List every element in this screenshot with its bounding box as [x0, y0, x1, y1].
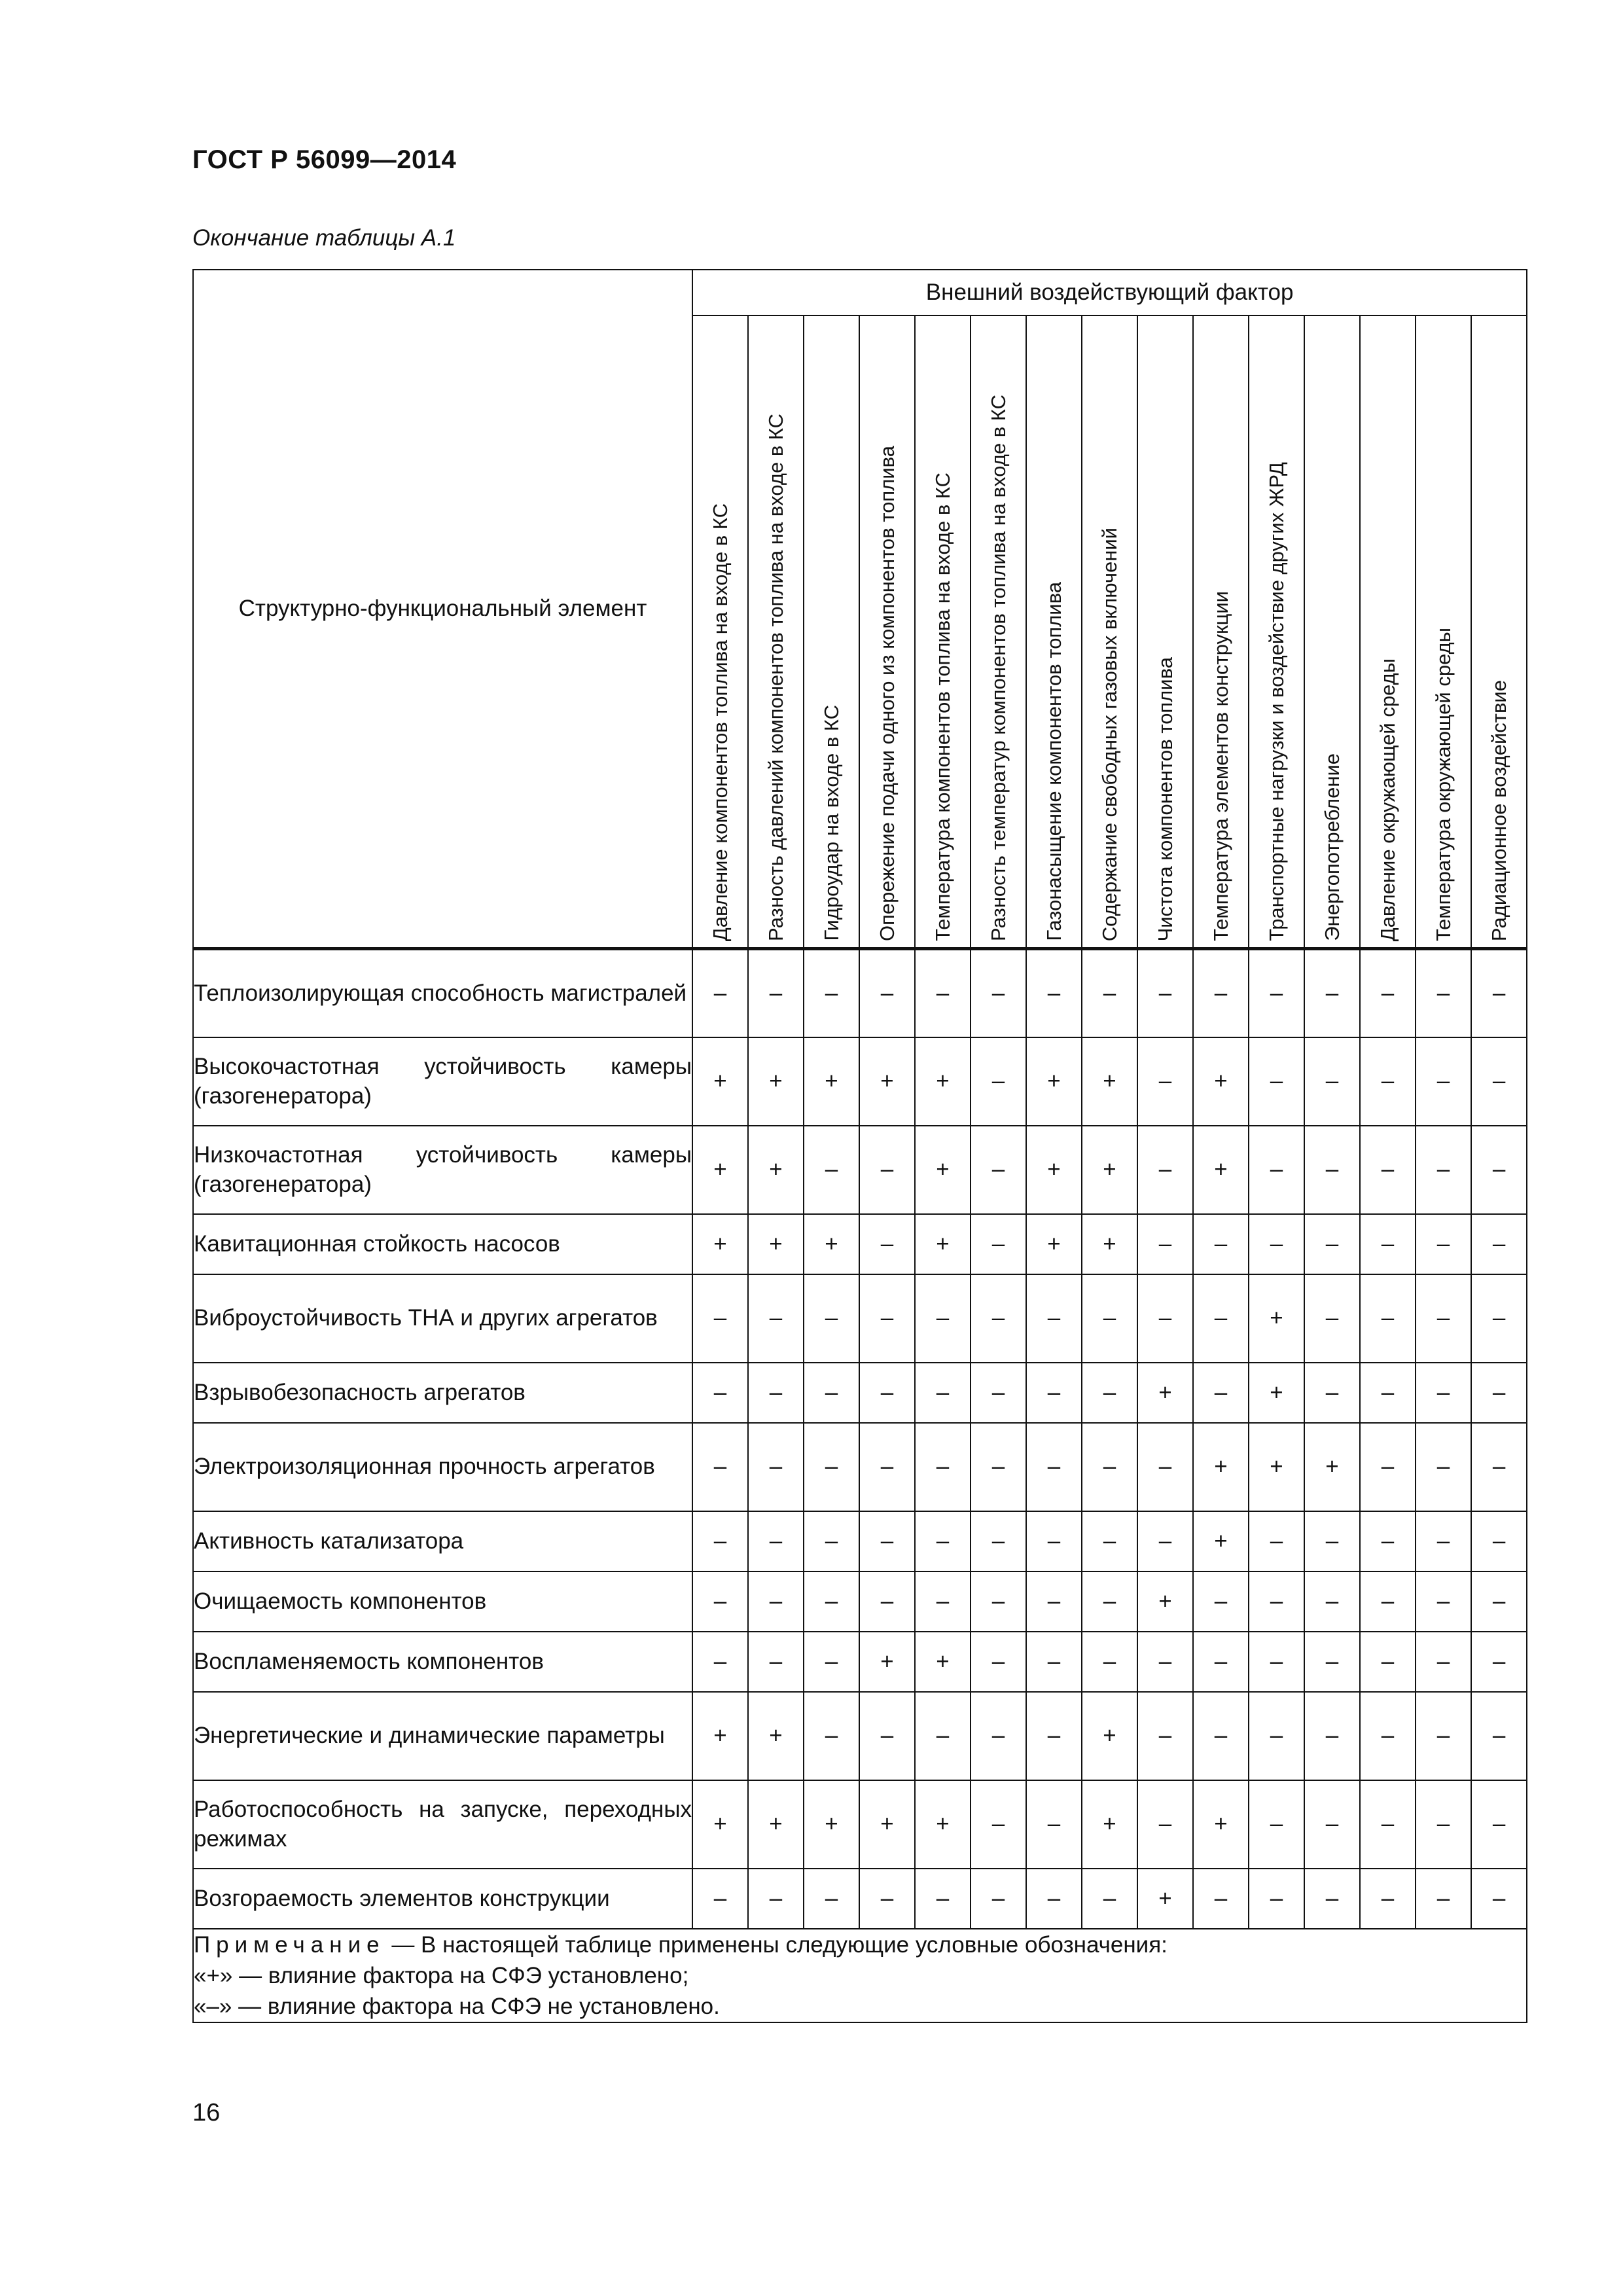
factor-label: Радиационное воздействие — [1487, 679, 1510, 941]
factor-cell: – — [1360, 1632, 1416, 1692]
factor-cell: – — [1471, 1571, 1527, 1632]
factor-cell: – — [859, 1869, 915, 1929]
factor-cell: – — [1471, 1274, 1527, 1363]
factor-header-13 — [1360, 315, 1416, 949]
factor-cell: – — [859, 1423, 915, 1511]
factor-cell: – — [1082, 1571, 1137, 1632]
factor-cell: + — [748, 1692, 804, 1780]
factor-cell: – — [1304, 1037, 1360, 1126]
factor-cell: – — [1304, 1869, 1360, 1929]
factor-cell: – — [1249, 1126, 1304, 1214]
row-label: Электроизоляционная прочность агрегатов — [193, 1423, 692, 1511]
factor-cell: – — [804, 1274, 859, 1363]
factor-cell: – — [1082, 1869, 1137, 1929]
factor-cell: – — [1026, 1511, 1082, 1571]
row-label: Воспламеняемость компонентов — [193, 1632, 692, 1692]
factor-label: Гидроудар на входе в КС — [819, 705, 843, 941]
factor-cell: – — [1416, 1511, 1471, 1571]
factor-cell: – — [1249, 949, 1304, 1037]
factor-cell: – — [1249, 1571, 1304, 1632]
factor-cell: – — [1416, 1214, 1471, 1274]
table-row — [193, 1511, 1527, 1571]
factor-cell: – — [859, 1692, 915, 1780]
factor-cell: + — [859, 1037, 915, 1126]
factor-cell: + — [1082, 1692, 1137, 1780]
factor-cell: – — [1137, 1632, 1193, 1692]
table-row — [193, 1780, 1527, 1869]
factor-header-3 — [804, 315, 859, 949]
factor-cell: – — [1249, 1511, 1304, 1571]
factor-header-9 — [1137, 315, 1193, 949]
factor-cell: + — [1193, 1423, 1249, 1511]
factor-cell: – — [1193, 1214, 1249, 1274]
factor-cell: – — [1026, 1869, 1082, 1929]
table-row — [193, 1363, 1527, 1423]
factor-header-5 — [915, 315, 971, 949]
factor-cell: – — [804, 1423, 859, 1511]
factor-cell: – — [971, 1632, 1026, 1692]
factor-cell: – — [971, 1274, 1026, 1363]
note-line: «–» — влияние фактора на СФЭ не установлено. — [194, 1994, 720, 2019]
factor-cell: – — [1082, 1511, 1137, 1571]
factor-cell: – — [1193, 1274, 1249, 1363]
factor-cell: – — [1471, 1423, 1527, 1511]
factor-cell: + — [692, 1037, 748, 1126]
factor-cell: – — [804, 1126, 859, 1214]
factor-cell: – — [1026, 1692, 1082, 1780]
factor-cell: + — [915, 1037, 971, 1126]
page-number: 16 — [192, 2099, 221, 2126]
factor-cell: – — [915, 949, 971, 1037]
factor-cell: + — [804, 1037, 859, 1126]
factor-cell: – — [1304, 1363, 1360, 1423]
factor-cell: – — [971, 949, 1026, 1037]
factor-cell: – — [1304, 949, 1360, 1037]
factor-cell: – — [1471, 1037, 1527, 1126]
factor-header-14 — [1416, 315, 1471, 949]
row-label: Теплоизолирующая способность магистралей — [193, 949, 692, 1037]
row-label: Работоспособность на запуске, переходных режимах — [193, 1780, 692, 1869]
table-body — [193, 949, 1527, 2023]
factor-cell: – — [1026, 1423, 1082, 1511]
note-text: — В настоящей таблице применены следующие условные обозначения: — [385, 1931, 1168, 1958]
factor-cell: + — [1137, 1363, 1193, 1423]
factor-cell: + — [1137, 1571, 1193, 1632]
factor-cell: + — [804, 1214, 859, 1274]
factor-header-15 — [1471, 315, 1527, 949]
factor-cell: – — [804, 949, 859, 1037]
table-row — [193, 949, 1527, 1037]
factor-cell: – — [1360, 1571, 1416, 1632]
factor-cell: – — [915, 1363, 971, 1423]
factor-cell: – — [692, 1571, 748, 1632]
factor-cell: – — [915, 1571, 971, 1632]
factor-cell: – — [971, 1126, 1026, 1214]
table-row — [193, 1869, 1527, 1929]
factor-cell: – — [971, 1037, 1026, 1126]
factor-header-11 — [1249, 315, 1304, 949]
factor-cell: + — [748, 1214, 804, 1274]
factor-cell: – — [748, 1274, 804, 1363]
factor-cell: – — [971, 1214, 1026, 1274]
note-row — [193, 1929, 1527, 2023]
factor-cell: – — [1137, 1214, 1193, 1274]
factor-cell: + — [859, 1780, 915, 1869]
factor-cell: – — [915, 1511, 971, 1571]
factor-cell: + — [692, 1692, 748, 1780]
factor-cell: – — [1137, 1780, 1193, 1869]
table-caption: Окончание таблицы А.1 — [192, 225, 456, 251]
factor-cell: – — [1360, 949, 1416, 1037]
factor-cell: – — [692, 949, 748, 1037]
factor-cell: – — [1360, 1037, 1416, 1126]
factor-cell: + — [1304, 1423, 1360, 1511]
factor-cell: + — [692, 1214, 748, 1274]
factor-cell: – — [1193, 1869, 1249, 1929]
factor-cell: – — [748, 1511, 804, 1571]
factor-cell: – — [692, 1511, 748, 1571]
table-note — [193, 1929, 1527, 2023]
factor-cell: + — [915, 1126, 971, 1214]
note-label: Примечание — [194, 1931, 385, 1958]
factor-cell: – — [1304, 1214, 1360, 1274]
row-label: Взрывобезопасность агрегатов — [193, 1363, 692, 1423]
factor-cell: – — [1026, 1274, 1082, 1363]
factor-label: Температура компонентов топлива на входе в КС — [931, 472, 954, 941]
factor-cell: – — [1193, 949, 1249, 1037]
factor-cell: – — [804, 1869, 859, 1929]
row-label: Энергетические и динамические параметры — [193, 1692, 692, 1780]
factor-cell: – — [1026, 1363, 1082, 1423]
factor-cell: + — [1193, 1037, 1249, 1126]
factor-cell: – — [1137, 1423, 1193, 1511]
factor-cell: – — [1471, 1363, 1527, 1423]
factor-cell: + — [1082, 1037, 1137, 1126]
factor-cell: – — [1416, 1780, 1471, 1869]
factor-cell: – — [1471, 1632, 1527, 1692]
factor-cell: + — [748, 1037, 804, 1126]
factor-cell: – — [1416, 1037, 1471, 1126]
factor-cell: – — [1026, 1571, 1082, 1632]
factor-cell: – — [1471, 1511, 1527, 1571]
factor-cell: – — [1304, 1780, 1360, 1869]
factor-cell: – — [971, 1423, 1026, 1511]
factor-cell: – — [1471, 1780, 1527, 1869]
factor-label: Энергопотребление — [1320, 753, 1344, 941]
row-label: Активность катализатора — [193, 1511, 692, 1571]
factor-cell: – — [971, 1780, 1026, 1869]
factor-cell: + — [1082, 1126, 1137, 1214]
factor-cell: – — [1082, 1363, 1137, 1423]
factor-cell: – — [1137, 1126, 1193, 1214]
factor-cell: – — [1082, 949, 1137, 1037]
note-first-line — [194, 1929, 1526, 1960]
factor-cell: – — [1304, 1511, 1360, 1571]
factor-cell: – — [1471, 1869, 1527, 1929]
factor-cell: + — [1249, 1274, 1304, 1363]
factor-cell: – — [748, 1869, 804, 1929]
row-label: Виброустойчивость ТНА и других агрегатов — [193, 1274, 692, 1363]
factor-cell: – — [1249, 1037, 1304, 1126]
factor-cell: + — [1249, 1363, 1304, 1423]
factor-cell: – — [1249, 1692, 1304, 1780]
factor-cell: – — [1193, 1363, 1249, 1423]
factor-label: Опережение подачи одного из компонентов топлива — [875, 445, 899, 941]
factor-cell: – — [915, 1274, 971, 1363]
factor-cell: – — [1360, 1126, 1416, 1214]
table-row — [193, 1037, 1527, 1126]
factor-cell: + — [692, 1780, 748, 1869]
factor-label: Газонасыщение компонентов топлива — [1042, 582, 1065, 941]
factor-cell: + — [804, 1780, 859, 1869]
factor-header-2 — [748, 315, 804, 949]
factor-cell: – — [1304, 1571, 1360, 1632]
factor-cell: – — [1360, 1274, 1416, 1363]
factor-cell: – — [748, 1363, 804, 1423]
factor-cell: – — [1304, 1274, 1360, 1363]
factor-cell: – — [1026, 1632, 1082, 1692]
factor-cell: – — [1082, 1423, 1137, 1511]
factor-header-8 — [1082, 315, 1137, 949]
factor-cell: – — [1137, 949, 1193, 1037]
factor-cell: + — [915, 1632, 971, 1692]
row-label: Возгораемость элементов конструкции — [193, 1869, 692, 1929]
factor-cell: – — [971, 1692, 1026, 1780]
factor-cell: + — [1137, 1869, 1193, 1929]
table-row — [193, 1692, 1527, 1780]
factor-cell: + — [748, 1126, 804, 1214]
factor-cell: – — [804, 1571, 859, 1632]
factor-cell: – — [1082, 1274, 1137, 1363]
factor-cell: – — [1416, 1423, 1471, 1511]
factor-cell: – — [1249, 1632, 1304, 1692]
table-row — [193, 1274, 1527, 1363]
factor-cell: – — [1304, 1632, 1360, 1692]
factor-label: Разность температур компонентов топлива на входе в КС — [986, 394, 1010, 941]
factor-cell: + — [915, 1780, 971, 1869]
factor-cell: – — [748, 1571, 804, 1632]
factor-header-10 — [1193, 315, 1249, 949]
group-header: Внешний воздействующий фактор — [692, 270, 1527, 315]
factor-cell: + — [1249, 1423, 1304, 1511]
factor-cell: – — [1360, 1423, 1416, 1511]
factor-label: Разность давлений компонентов топлива на входе в КС — [764, 413, 787, 941]
factor-label: Чистота компонентов топлива — [1153, 656, 1177, 941]
factor-cell: + — [1193, 1780, 1249, 1869]
header-row-group — [193, 270, 1527, 315]
factor-cell: + — [915, 1214, 971, 1274]
factor-cell: – — [1416, 1274, 1471, 1363]
factor-cell: + — [1082, 1214, 1137, 1274]
factor-cell: – — [1360, 1869, 1416, 1929]
row-label: Кавитационная стойкость насосов — [193, 1214, 692, 1274]
table-row — [193, 1126, 1527, 1214]
factor-cell: – — [748, 1632, 804, 1692]
factor-cell: + — [692, 1126, 748, 1214]
factor-cell: – — [915, 1423, 971, 1511]
factor-cell: – — [971, 1363, 1026, 1423]
factor-cell: – — [804, 1692, 859, 1780]
factor-cell: – — [1249, 1869, 1304, 1929]
row-label: Высокочастотная устойчивость камеры (газогенератора) — [193, 1037, 692, 1126]
factor-cell: – — [692, 1869, 748, 1929]
factor-label: Давление окружающей среды — [1376, 658, 1399, 941]
factor-cell: – — [1416, 1363, 1471, 1423]
factor-label: Температура окружающей среды — [1431, 627, 1455, 941]
table-row — [193, 1632, 1527, 1692]
factor-cell: – — [1137, 1037, 1193, 1126]
factor-label: Давление компонентов топлива на входе в КС — [708, 503, 732, 941]
factor-header-4 — [859, 315, 915, 949]
factor-cell: – — [804, 1511, 859, 1571]
factor-cell: – — [748, 949, 804, 1037]
factor-cell: + — [748, 1780, 804, 1869]
factor-cell: – — [1471, 1126, 1527, 1214]
factor-cell: + — [859, 1632, 915, 1692]
factor-cell: – — [859, 1571, 915, 1632]
factor-cell: – — [1026, 1780, 1082, 1869]
factor-label: Содержание свободных газовых включений — [1097, 527, 1121, 941]
table-row — [193, 1571, 1527, 1632]
table-row — [193, 1214, 1527, 1274]
factor-cell: – — [1360, 1692, 1416, 1780]
factor-cell: – — [692, 1363, 748, 1423]
factor-cell: – — [1471, 1214, 1527, 1274]
factor-cell: – — [971, 1869, 1026, 1929]
factor-cell: – — [1360, 1363, 1416, 1423]
factor-cell: – — [1416, 1869, 1471, 1929]
factor-cell: – — [1471, 1692, 1527, 1780]
factor-cell: – — [1416, 1692, 1471, 1780]
factor-cell: – — [971, 1511, 1026, 1571]
factor-label: Температура элементов конструкции — [1209, 591, 1232, 941]
note-line: «+» — влияние фактора на СФЭ установлено; — [194, 1962, 689, 1988]
factor-cell: – — [748, 1423, 804, 1511]
factor-cell: – — [692, 1423, 748, 1511]
factor-cell: – — [915, 1869, 971, 1929]
row-header: Структурно-функциональный элемент — [193, 270, 692, 949]
factor-cell: – — [1416, 1571, 1471, 1632]
row-label: Очищаемость компонентов — [193, 1571, 692, 1632]
factor-cell: – — [1193, 1692, 1249, 1780]
factor-cell: – — [915, 1692, 971, 1780]
factor-cell: + — [1026, 1126, 1082, 1214]
factor-cell: – — [859, 1511, 915, 1571]
factor-cell: + — [1082, 1780, 1137, 1869]
factor-header-1 — [692, 315, 748, 949]
factor-cell: + — [1026, 1037, 1082, 1126]
factor-cell: – — [1471, 949, 1527, 1037]
factor-cell: – — [859, 1274, 915, 1363]
factor-cell: – — [1082, 1632, 1137, 1692]
factor-cell: – — [804, 1632, 859, 1692]
factor-header-6 — [971, 315, 1026, 949]
factor-cell: – — [1304, 1692, 1360, 1780]
factor-header-12 — [1304, 315, 1360, 949]
factor-cell: – — [1416, 949, 1471, 1037]
factor-cell: – — [1137, 1692, 1193, 1780]
factor-cell: – — [859, 1214, 915, 1274]
table-row — [193, 1423, 1527, 1511]
factor-cell: – — [1304, 1126, 1360, 1214]
factor-cell: – — [1193, 1571, 1249, 1632]
factor-cell: – — [1360, 1214, 1416, 1274]
factor-cell: – — [1137, 1274, 1193, 1363]
factor-cell: – — [971, 1571, 1026, 1632]
factor-cell: – — [859, 949, 915, 1037]
factor-cell: – — [1249, 1780, 1304, 1869]
factor-cell: – — [859, 1363, 915, 1423]
row-label: Низкочастотная устойчивость камеры (газогенератора) — [193, 1126, 692, 1214]
factor-cell: – — [1249, 1214, 1304, 1274]
factor-cell: – — [1026, 949, 1082, 1037]
factor-table — [192, 269, 1527, 2023]
factor-cell: – — [692, 1632, 748, 1692]
factor-label: Транспортные нагрузки и воздействие других ЖРД — [1264, 462, 1288, 941]
factor-cell: – — [859, 1126, 915, 1214]
factor-cell: – — [1360, 1780, 1416, 1869]
factor-cell: + — [1026, 1214, 1082, 1274]
factor-cell: – — [1193, 1632, 1249, 1692]
factor-cell: + — [1193, 1126, 1249, 1214]
factor-cell: – — [1416, 1126, 1471, 1214]
factor-cell: – — [1416, 1632, 1471, 1692]
factor-cell: – — [692, 1274, 748, 1363]
factor-cell: – — [1360, 1511, 1416, 1571]
document-header: ГОСТ Р 56099—2014 — [192, 145, 457, 174]
factor-cell: – — [804, 1363, 859, 1423]
factor-cell: – — [1137, 1511, 1193, 1571]
factor-cell: + — [1193, 1511, 1249, 1571]
factor-header-7 — [1026, 315, 1082, 949]
